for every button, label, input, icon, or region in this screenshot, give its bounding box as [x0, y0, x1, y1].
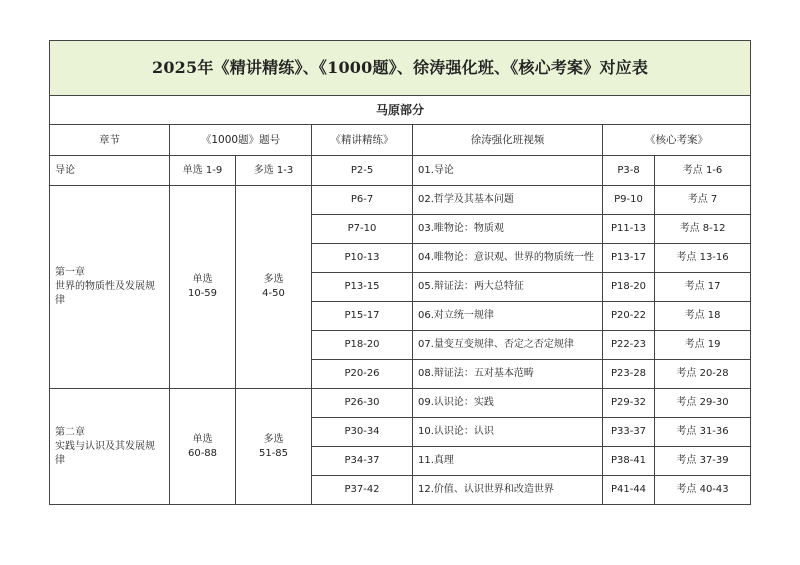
hxka-page-cell: P18-20 — [603, 273, 655, 302]
jjjl-page-cell: P30-34 — [312, 418, 413, 447]
video-cell: 07.量变互变规律、否定之否定规律 — [413, 331, 603, 360]
jjjl-page-cell: P20-26 — [312, 360, 413, 389]
chapter-name-cont: 律 — [55, 295, 65, 306]
hxka-page-cell: P41-44 — [603, 476, 655, 505]
header-chapter: 章节 — [50, 125, 170, 156]
jjjl-page-cell: P2-5 — [312, 156, 413, 186]
multi-choice-range: 51-85 — [258, 447, 289, 459]
hxka-point-cell: 考点 19 — [655, 331, 751, 360]
video-cell: 11.真理 — [413, 447, 603, 476]
header-row — [50, 125, 751, 156]
multi-choice-cell — [236, 186, 312, 389]
multi-choice-label: 多选 — [263, 433, 284, 445]
chapter-number: 第二章 — [55, 426, 85, 438]
jjjl-page-cell: P6-7 — [312, 186, 413, 215]
hxka-page-cell: P11-13 — [603, 215, 655, 244]
video-cell: 12.价值、认识世界和改造世界 — [413, 476, 603, 505]
multi-choice-cell: 多选 1-3 — [236, 156, 312, 186]
video-cell: 06.对立统一规律 — [413, 302, 603, 331]
hxka-point-cell: 考点 37-39 — [655, 447, 751, 476]
hxka-page-cell: P33-37 — [603, 418, 655, 447]
chapter-number: 第一章 — [55, 267, 85, 278]
jjjl-page-cell: P15-17 — [312, 302, 413, 331]
jjjl-page-cell: P26-30 — [312, 389, 413, 418]
hxka-point-cell: 考点 18 — [655, 302, 751, 331]
chapter-name: 世界的物质性及发展规 — [55, 281, 155, 292]
chapter-name-cont: 律 — [55, 454, 65, 466]
single-choice-range: 10-59 — [187, 288, 218, 299]
video-cell: 08.辩证法：五对基本范畴 — [413, 360, 603, 389]
hxka-point-cell: 考点 17 — [655, 273, 751, 302]
video-cell: 01.导论 — [413, 156, 603, 186]
section-title: 马原部分 — [50, 96, 751, 125]
single-choice-cell — [170, 389, 236, 505]
single-choice-cell: 单选 1-9 — [170, 156, 236, 186]
jjjl-page-cell: P34-37 — [312, 447, 413, 476]
single-choice-label: 单选 — [192, 274, 213, 285]
video-cell: 04.唯物论：意识观、世界的物质统一性 — [413, 244, 603, 273]
hxka-point-cell: 考点 29-30 — [655, 389, 751, 418]
hxka-page-cell: P38-41 — [603, 447, 655, 476]
correspondence-table-sheet — [49, 40, 750, 505]
multi-choice-range: 4-50 — [262, 288, 285, 299]
hxka-page-cell: P20-22 — [603, 302, 655, 331]
header-1000: 《1000题》题号 — [170, 125, 312, 156]
chapter-cell — [50, 186, 170, 389]
chapter-cell — [50, 389, 170, 505]
hxka-page-cell: P3-8 — [603, 156, 655, 186]
table-row — [50, 156, 751, 186]
hxka-page-cell: P9-10 — [603, 186, 655, 215]
header-jjjl: 《精讲精练》 — [312, 125, 413, 156]
header-hxka: 《核心考案》 — [603, 125, 751, 156]
multi-choice-label: 多选 — [263, 274, 284, 285]
hxka-page-cell: P13-17 — [603, 244, 655, 273]
video-cell: 02.哲学及其基本问题 — [413, 186, 603, 215]
correspondence-table — [49, 40, 751, 505]
hxka-point-cell: 考点 7 — [655, 186, 751, 215]
hxka-page-cell: P22-23 — [603, 331, 655, 360]
header-video: 徐涛强化班视频 — [413, 125, 603, 156]
hxka-point-cell: 考点 1-6 — [655, 156, 751, 186]
single-choice-range: 60-88 — [187, 447, 218, 459]
hxka-point-cell: 考点 20-28 — [655, 360, 751, 389]
chapter-cell: 导论 — [50, 156, 170, 186]
hxka-point-cell: 考点 8-12 — [655, 215, 751, 244]
video-cell: 10.认识论：认识 — [413, 418, 603, 447]
multi-choice-cell — [236, 389, 312, 505]
table-title: 2025年《精讲精练》、《1000题》、徐涛强化班、《核心考案》对应表 — [50, 41, 751, 96]
table-row — [50, 389, 751, 418]
video-cell: 05.辩证法：两大总特征 — [413, 273, 603, 302]
video-cell: 09.认识论：实践 — [413, 389, 603, 418]
jjjl-page-cell: P18-20 — [312, 331, 413, 360]
hxka-point-cell: 考点 13-16 — [655, 244, 751, 273]
jjjl-page-cell: P7-10 — [312, 215, 413, 244]
jjjl-page-cell: P10-13 — [312, 244, 413, 273]
single-choice-cell — [170, 186, 236, 389]
table-row — [50, 186, 751, 215]
chapter-name: 实践与认识及其发展规 — [55, 440, 155, 452]
hxka-point-cell: 考点 31-36 — [655, 418, 751, 447]
hxka-page-cell: P29-32 — [603, 389, 655, 418]
jjjl-page-cell: P13-15 — [312, 273, 413, 302]
hxka-page-cell: P23-28 — [603, 360, 655, 389]
jjjl-page-cell: P37-42 — [312, 476, 413, 505]
single-choice-label: 单选 — [192, 433, 213, 445]
video-cell: 03.唯物论：物质观 — [413, 215, 603, 244]
hxka-point-cell: 考点 40-43 — [655, 476, 751, 505]
